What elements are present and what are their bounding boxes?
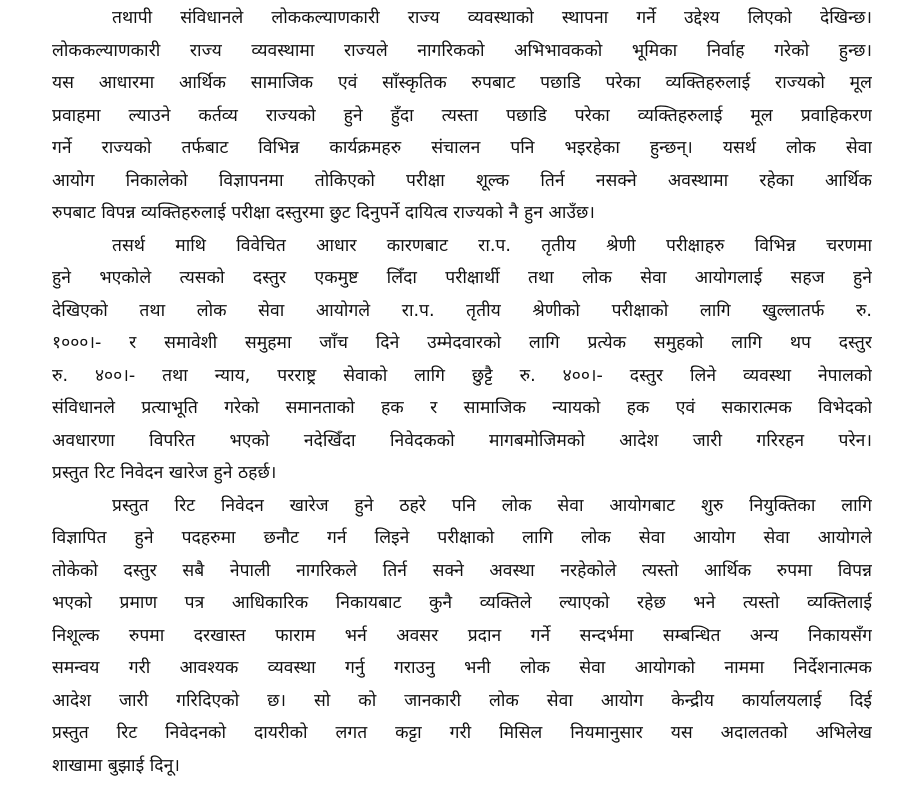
text-line: १०००।- र समावेशी समुहमा जाँच दिने उम्मेदवारको लागि प्रत्येक समुहको लागि थप दस्तुर xyxy=(52,333,872,353)
text-line: अवधारणा विपरित भएको नदेखिँदा निवेदकको मागबमोजिमको आदेश जारी गरिरहन परेन। xyxy=(52,430,872,451)
text-line: शाखामा बुझाई दिनू। xyxy=(52,755,180,776)
text-line: विज्ञापित हुने पदहरुमा छनौट गर्न लिइने परीक्षाको लागि लोक सेवा आयोग सेवा आयोगले xyxy=(52,528,872,548)
text-line: तथापी संविधानले लोककल्याणकारी राज्य व्यवस्थाको स्थापना गर्ने उद्देश्य लिएको देखिन्छ। xyxy=(112,8,872,28)
text-line: आदेश जारी गरिदिएको छ। सो को जानकारी लोक सेवा आयोग केन्द्रीय कार्यालयलाई दिई xyxy=(52,690,872,711)
text-line: तसर्थ माथि विवेचित आधार कारणबाट रा.प. तृतीय श्रेणी परीक्षाहरु विभिन्न चरणमा xyxy=(112,235,872,256)
text-line: आयोग निकालेको विज्ञापनमा तोकिएको परीक्षा शूल्क तिर्न नसक्ने अवस्थामा रहेका आर्थिक xyxy=(52,170,872,191)
text-line: प्रस्तुत रिट निवेदनको दायरीको लगत कट्टा गरी मिसिल नियमानुसार यस अदालतको अभिलेख xyxy=(52,723,872,743)
text-line: प्रस्तुत रिट निवेदन खारेज हुने ठहर्छ। xyxy=(52,463,277,483)
text-line: देखिएको तथा लोक सेवा आयोगले रा.प. तृतीय श्रेणीको परीक्षाको लागि खुल्लातर्फ रु. xyxy=(52,300,872,321)
text-line: समन्वय गरी आवश्यक व्यवस्था गर्नु गराउनु भनी लोक सेवा आयोगको नाममा निर्देशनात्मक xyxy=(52,658,872,678)
paragraph-3 xyxy=(52,490,872,783)
text-line: गर्ने राज्यको तर्फबाट विभिन्न कार्यक्रमहरु संचालन पनि भइरहेका हुन्छन्। यसर्थ लोक सेवा xyxy=(52,138,872,158)
text-line: लोककल्याणकारी राज्य व्यवस्थामा राज्यले नागरिकको अभिभावकको भूमिका निर्वाह गरेको हुन्छ। xyxy=(52,40,872,61)
text-line: रु. ४००।- तथा न्याय, परराष्ट्र सेवाको लागि छुट्टै रु. ४००।- दस्तुर लिने व्यवस्था नेपालको xyxy=(52,365,872,386)
text-line: भएको प्रमाण पत्र आधिकारिक निकायबाट कुनै व्यक्तिले ल्याएको रहेछ भने त्यस्तो व्यक्तिलाई xyxy=(52,593,872,613)
text-line: प्रवाहमा ल्याउने कर्तव्य राज्यको हुने हुँदा त्यस्ता पछाडि परेका व्यक्तिहरुलाई मूल प्रवाहिकरण xyxy=(52,105,872,126)
text-line: तोकेको दस्तुर सबै नेपाली नागरिकले तिर्न सक्ने अवस्था नरहेकोले त्यस्तो आर्थिक रुपमा विपन्न xyxy=(52,560,872,581)
text-line: रुपबाट विपन्न व्यक्तिहरुलाई परीक्षा दस्तुरमा छुट दिनुपर्ने दायित्व राज्यको नै हुन आउँछ। xyxy=(52,203,595,223)
text-line: हुने भएकोले त्यसको दस्तुर एकमुष्ट लिँदा परीक्षार्थी तथा लोक सेवा आयोगलाई सहज हुने xyxy=(52,268,872,288)
paragraph-1 xyxy=(52,2,872,230)
text-line: यस आधारमा आर्थिक सामाजिक एवं साँस्कृतिक रुपबाट पछाडि परेका व्यक्तिहरुलाई राज्यको मूल xyxy=(52,73,872,93)
text-line: संविधानले प्रत्याभूति गरेको समानताको हक र सामाजिक न्यायको हक एवं सकारात्मक विभेदको xyxy=(52,398,872,418)
paragraph-2 xyxy=(52,230,872,490)
text-line: निशूल्क रुपमा दरखास्त फाराम भर्न अवसर प्रदान गर्ने सन्दर्भमा सम्बन्धित अन्य निकायसँग xyxy=(52,625,872,646)
text-line: प्रस्तुत रिट निवेदन खारेज हुने ठहरे पनि लोक सेवा आयोगबाट शुरु नियुक्तिका लागि xyxy=(112,495,872,516)
